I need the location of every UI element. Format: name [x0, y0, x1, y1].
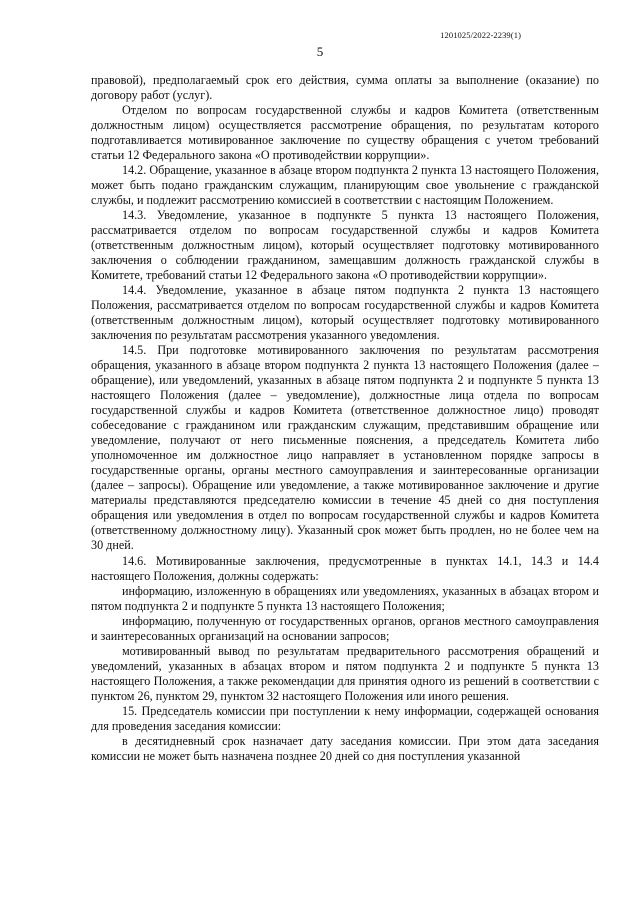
page-number: 5 [316, 44, 324, 59]
paragraph-14-6: 14.6. Мотивированные заключения, предусмотренные в пунктах 14.1, 14.3 и 14.4 настоящего Положения, должны содержать: [91, 553, 599, 583]
paragraph-list-item: мотивированный вывод по результатам предварительного рассмотрения обращений и уведомлений, указанных в абзацах втором и пятом подпункта 2 и подпункте 5 пункта 13 настоящего Положения, а также рекомендации для принятия одного из решений в соответствии с пунктом 26, пунктом 29, пунктом 32 настоящего Положения или иного решения. [91, 643, 599, 703]
document-id: 1201025/2022-2239(1) [440, 30, 521, 40]
document-body [91, 73, 599, 764]
paragraph-list-item: информацию, изложенную в обращениях или уведомлениях, указанных в абзацах втором и пятом подпункта 2 и подпункте 5 пункта 13 настоящего Положения; [91, 583, 599, 613]
paragraph-15: 15. Председатель комиссии при поступлении к нему информации, содержащей основания для проведения заседания комиссии: [91, 703, 599, 733]
paragraph-continuation: правовой), предполагаемый срок его действия, сумма оплаты за выполнение (оказание) по договору работ (услуг). [91, 73, 599, 103]
paragraph-list-item: информацию, полученную от государственных органов, органов местного самоуправления и заинтересованных организаций на основании запросов; [91, 613, 599, 643]
paragraph: Отделом по вопросам государственной службы и кадров Комитета (ответственным должностным лицом) осуществляется рассмотрение обращения, по результатам которого подготавливается мотивированное заключение по существу обращения с учетом требований статьи 12 Федерального закона «О противодействии коррупции». [91, 103, 599, 163]
paragraph-14-4: 14.4. Уведомление, указанное в абзаце пятом подпункта 2 пункта 13 настоящего Положения, рассматривается отделом по вопросам государственной службы и кадров Комитета (ответственным должностным лицом), который осуществляет подготовку мотивированного заключения по результатам рассмотрения указанного уведомления. [91, 283, 599, 343]
paragraph: в десятидневный срок назначает дату заседания комиссии. При этом дата заседания комиссии не может быть назначена позднее 20 дней со дня поступления указанной [91, 733, 599, 763]
paragraph-14-3: 14.3. Уведомление, указанное в подпункте 5 пункта 13 настоящего Положения, рассматривается отделом по вопросам государственной службы и кадров Комитета (ответственным должностным лицом), который осуществляет подготовку мотивированного заключения о соблюдении гражданином, замещавшим должность гражданской службы в Комитете, требований статьи 12 Федерального закона «О противодействии коррупции». [91, 208, 599, 283]
paragraph-14-5: 14.5. При подготовке мотивированного заключения по результатам рассмотрения обращения, указанного в абзаце втором подпункта 2 пункта 13 настоящего Положения (далее – обращение), или уведомлений, указанных в абзаце пятом подпункта 2 и подпункте 5 пункта 13 настоящего Положения (далее – уведомление), должностные лица отдела по вопросам государственной службы и кадров Комитета (ответственное должностное лицо) проводят собеседование с гражданином или гражданским служащим, представившим обращение или уведомление, получают от него письменные пояснения, а председатель Комитета либо уполномоченное им должностное лицо направляет в установленном порядке запросы в государственные органы, органы местного самоуправления и заинтересованные организации (далее – запросы). Обращение или уведомление, а также мотивированное заключение и другие материалы представляются председателю комиссии в течение 45 дней со дня поступления обращения или уведомления в отдел по вопросам государственной службы и кадров Комитета (ответственному должностному лицу). Указанный срок может быть продлен, но не более чем на 30 дней. [91, 343, 599, 553]
paragraph-14-2: 14.2. Обращение, указанное в абзаце втором подпункта 2 пункта 13 настоящего Положения, может быть подано гражданским служащим, планирующим свое увольнение с гражданской службы, и подлежит рассмотрению комиссией в соответствии с настоящим Положением. [91, 163, 599, 208]
